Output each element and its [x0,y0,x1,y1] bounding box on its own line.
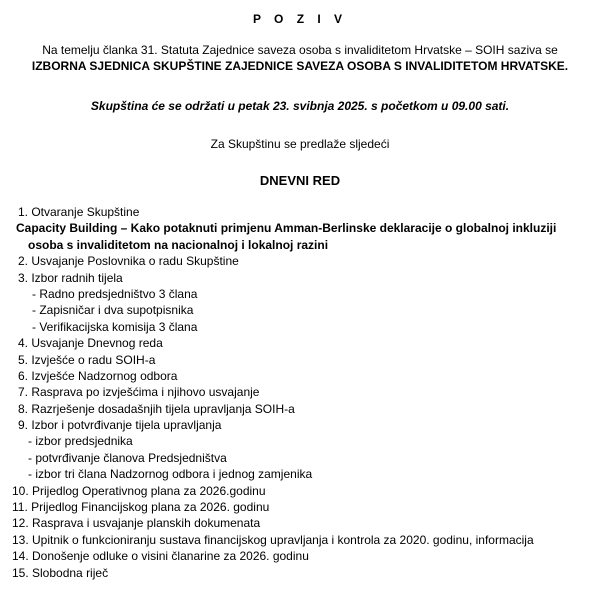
agenda-item-8: 8. Razrješenje dosadašnjih tijela upravljanja SOIH-a [18,401,295,416]
capacity-building-line-cont: osoba s invaliditetom na nacionalnoj i lokalnoj razini [28,237,329,252]
meeting-name: IZBORNA SJEDNICA SKUPŠTINE ZAJEDNICE SAVEZA OSOBA S INVALIDITETOM HRVATSKE. [31,59,569,73]
agenda-subitem: - Radno predsjedništvo 3 člana [32,286,198,301]
intro-paragraph [0,42,600,74]
proposal-text: Za Skupštinu se predlaže sljedeći [210,137,390,151]
agenda-subitem: - izbor predsjednika [28,434,133,449]
agenda-item-13: 13. Upitnik o funkcioniranju sustava financijskog upravljanja i kontrola za 2020. godinu, informacija [12,532,534,547]
agenda-item-11: 11. Prijedlog Financijskog plana za 2026. godinu [12,500,270,515]
agenda-item-3: 3. Izbor radnih tijela [18,270,123,285]
agenda-item-9: 9. Izbor i potvrđivanje tijela upravljanja [18,418,222,433]
agenda-subitem: - potvrđivanje članova Predsjedništva [28,450,227,465]
agenda-item-2: 2. Usvajanje Poslovnika o radu Skupštine [18,254,239,269]
meeting-info: Skupština će se održati u petak 23. svibnja 2025. s početkom u 09.00 sati. [90,99,510,113]
intro-line: Na temelju članka 31. Statuta Zajednice saveza osoba s invaliditetom Hrvatske – SOIH saziva se [42,43,558,57]
agenda-list [12,204,593,581]
capacity-building-line: Capacity Building – Kako potaknuti primjenu Amman-Berlinske deklaracije o globalnoj inkluziji [16,221,557,236]
agenda-subitem: - izbor tri člana Nadzornog odbora i jednog zamjenika [28,467,313,482]
agenda-subitem: - Verifikacijska komisija 3 člana [32,319,198,334]
agenda-item-5: 5. Izvješće o radu SOIH-a [18,352,156,367]
agenda-item-14: 14. Donošenje odluke o visini članarine za 2026. godinu [12,549,309,564]
agenda-item-4: 4. Usvajanje Dnevnog reda [18,336,163,351]
agenda-item-12: 12. Rasprava i usvajanje planskih dokumenata [12,516,261,531]
agenda-item-10: 10. Prijedlog Operativnog plana za 2026.godinu [12,483,266,498]
agenda-subitem: - Zapisničar i dva supotpisnika [32,303,194,318]
agenda-item-1: 1. Otvaranje Skupštine [18,205,140,219]
document-title: P O Z I V [252,12,348,26]
agenda-heading: DNEVNI RED [259,173,341,188]
agenda-item-6: 6. Izvješće Nadzornog odbora [18,368,178,383]
agenda-item-7: 7. Rasprava po izvješćima i njihovo usvajanje [18,385,260,400]
agenda-item-15: 15. Slobodna riječ [12,565,109,580]
